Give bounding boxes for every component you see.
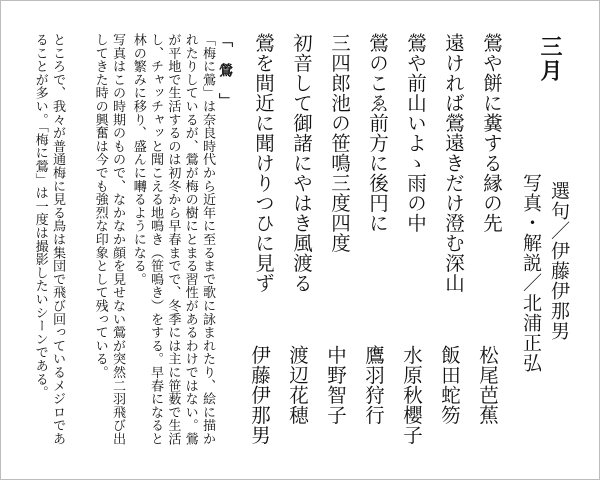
commentary-title: 「 鶯 」 <box>217 33 233 107</box>
selector-credit: 選句／伊藤伊那男 <box>548 181 570 341</box>
poem-3-author: 水原秋櫻子 <box>400 345 423 445</box>
commentary-paragraph-3: ところで、我々が普通梅に見る鳥は集団で飛び回っているメジロであることが多い。「梅に鶯」は一度は撮影したいシーンである。 <box>32 33 65 446</box>
poem-2-author: 飯田蛇笏 <box>438 345 461 425</box>
poem-3: 鶯や前山いよゝ雨の中 <box>404 33 427 233</box>
poem-7: 鶯を間近に聞けりつひに見ず <box>252 33 275 293</box>
poem-5-author: 中野智子 <box>324 345 347 425</box>
photo-credit: 写真･解説／北浦正弘 <box>520 173 542 373</box>
poem-6-author: 渡辺花穂 <box>286 345 309 425</box>
commentary-paragraph-2: 写真はこの時期のもので、なかなか顔を見せない鶯が突然二羽飛び出してきた時の興奮は今でも強烈な印象として残っている。 <box>92 33 125 446</box>
poem-1: 鶯や餅に糞する縁の先 <box>480 33 503 233</box>
poem-6: 初音して御諸にやはき風渡る <box>290 33 313 293</box>
poem-7-author: 伊藤伊那男 <box>248 345 271 445</box>
commentary-paragraph-1: 「梅に鶯」は奈良時代から近年に至るまで歌に詠まれたり、絵に描かれたりしているが、鶯が梅の樹にとまる習性があるわけではない。鶯が平地で生活するのは初冬から早春までで、冬季には主に笹薮で生活し、チャッチャッと聞こえる地鳴き（笹鳴き）をする。早春になると林の繁みに移り、盛んに囀るようになる。 <box>130 33 215 446</box>
poem-1-author: 松尾芭蕉 <box>476 345 499 425</box>
poem-4: 鶯のこゑ前方に後円に <box>366 33 389 233</box>
poem-2: 遠ければ鶯遠きだけ澄む深山 <box>442 33 465 293</box>
poem-4-author: 鷹羽狩行 <box>362 345 385 425</box>
poem-5: 三四郎池の笹鳴三度四度 <box>328 33 351 253</box>
month-title: 三月 <box>537 35 562 83</box>
